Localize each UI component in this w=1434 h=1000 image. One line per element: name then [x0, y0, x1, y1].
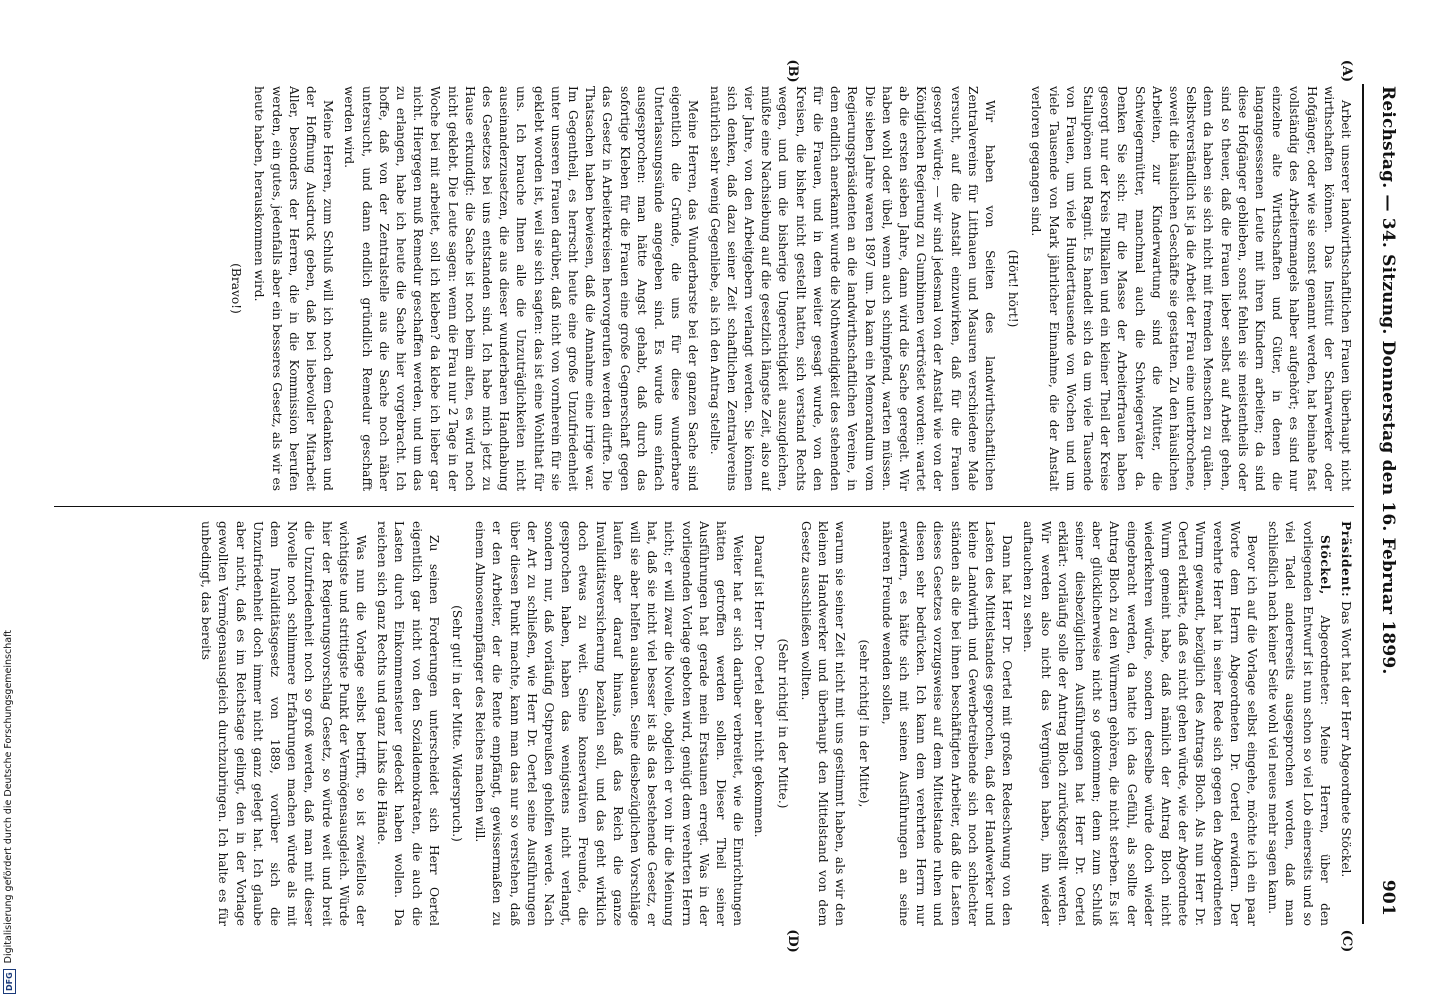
- paragraph: [250, 86, 336, 491]
- paragraph: [373, 521, 442, 926]
- paragraph: [797, 521, 849, 926]
- speaker-name: Stöckel,: [1317, 535, 1332, 595]
- paragraph-text: Das Wort hat der Herr Abgeordnete Stöckel.: [1339, 597, 1353, 878]
- paragraph-text: Wir haben von Seiten des landwirthschaftlichen Zentralvereins für Litthauen und Masuren verschiedene Male versucht, auf die Anstalt einzuwirken, daß für die Frauen gesorgt würde; — wir sind jedesmal von der Anstalt wie von der Königlichen Regierung zu Gumbinnen vertröstet worden: wartet ab die ersten sieben Jahre, dann wird die Sache geregelt. Wir haben wohl oder übel, wenn auch schimpfend, warten müssen. Die sieben Jahre waren 1897 um. Da kam ein Memorandum vom Regierungspräsidenten an die landwirthschaftlichen Vereine, in dem endlich anerkannt wurde die Nothwendigkeit des stehenden für die Frauen, und in dem weiter gesagt wurde, von den Kreisen, die bisher nicht gestellt hatten, sich verstand Rechts wegen, und um die bisherige Ungerechtigkeit auszugleichen, müßte eine Nachsiebung auf die gesetzlich längste Zeit, also auf vier Jahre, von den Arbeitgebern verlangt werden. Sie können sich denken, daß dazu seiner Zeit schaftlichen Zentralvereins natürlich sehr wenig Gegenliebe, als ich den Antrag stellte.: [707, 86, 997, 491]
- interjection: [448, 521, 465, 926]
- paragraph-text: Meine Herren, zum Schluß will ich noch dem Gedanken und der Hoffnung Ausdruck geben, daß bei liebevoller Mitarbeit Aller, besonders der Herren, die in die Kommission berufen werden, ein gutes, jedenfalls aber ein besseres Gesetz, als wir es heute haben, herauskommen wird.: [252, 86, 336, 491]
- running-header: [1366, 86, 1410, 916]
- margin-marker-c: (C): [1339, 929, 1354, 953]
- paragraph: [1019, 521, 1260, 926]
- right-column: [54, 521, 1354, 926]
- paragraph-text: Meine Herren, das Wunderbarste bei der ganzen Sache sind eigentlich die Gründe, die uns für diese wunderbare Unterlassungssünde angegeben sind. Es wurde uns einfach ausgesprochen: man hätte Angst gehabt, daß durch das sofortige Kleben für die Frauen eine große Gegnerschaft gegen das Gesetz in Arbeiterkreisen hervorgerufen werden dürfte. Die Thatsachen haben bewiesen, daß die Annahme eine irrige war. Im Gegentheil, es herrscht heute eine große Unzufriedenheit unter unseren Frauen darüber, daß nicht von vornherein für sie geklebt worden ist, weil sie sich sagten: das ist eine Wohlthat für uns. Ich brauche Ihnen alle die Unzuträglichkeiten nicht auseinanderzusetzen, die aus dieser wunderbaren Handhabung des Gesetzes bei uns entstanden sind. Ich habe mich jetzt zu Hause erkundigt: die Sache ist noch beim alten, es wird noch nicht geklebt. Die Leute sagen: wenn die Frau nur 2 Tage in der Woche bei mit arbeitet, soll ich kleben? da klebe ich lieber gar nicht. Hiergegen muß Remedur geschaffen werden, und um das zu erlangen, habe ich heute die Sache hier vorgebracht. Ich hoffe, daß von der Zentralstelle aus die Sache noch näher untersucht, und dann endlich gründlich Remedur geschafft werden wird.: [342, 86, 701, 491]
- margin-marker-b: (B): [785, 59, 800, 83]
- paragraph: [878, 521, 1016, 926]
- paragraph-text: Was nun die Vorlage selbst betrifft, so ist zweifellos der wichtigste und strittigste Punkt der Vermögensausgleich. Würde hier der Regierungsvorschlag Gesetz, so würde weit und breit die Unzufriedenheit noch so groß werden, daß man mit dieser Novelle noch schlimmere Erfahrungen machen würde als mit dem Invaliditätsgesetz von 1889, vorüber sich die Unzufriedenheit doch immer nicht ganz gelegt hat. Ich glaube aber nicht, daß es im Reichstage gelingt, den in der Vorlage gewollten Vermögensausgleich durchzubringen. Ich halte es für unbedingt, das bereits: [199, 521, 369, 926]
- page-number: 901: [1378, 879, 1398, 916]
- header-title: Reichstag. — 34. Sitzung. Donnerstag den 16. Februar 1899.: [1378, 86, 1398, 675]
- paragraph: [1264, 521, 1333, 926]
- interjection: [1004, 86, 1021, 491]
- paragraph: [1337, 521, 1354, 926]
- paragraph-text: Weiter hat er sich darüber verbreitet, wie die Einrichtungen hätten getroffen werden sollen. Dieser Theil seiner Ausführungen hat gerade mein Erstaunen erregt. Was in der vorliegenden Vorlage geboten wird, genügt dem verehrten Herrn nicht; er will zwar die Novelle, obgleich er von ihr die Meinung hat, daß sie nicht viel besser ist als das bestehende Gesetz, er will sie aber helfen ausbauen. Seine diesbezüglichen Vorschläge laufen aber darauf hinaus, daß das Reich die ganze Invaliditätsversicherung bezahlen soll, und das geht wirklich doch etwas zu weit. Seine konservativen Freunde, die gesprochen haben, haben das wenigstens nicht verlangt, sondern nur, daß vorläufig Ostpreußen geholfen werde. Nach der Art zu schließen, wie Herr Dr. Oertel seine Ausführungen über diesen Punkt machte, kann man das nur so verstehen, daß er den Arbeiter, der die Rente empfängt, gewissermaßen zu einem Almosenempfänger des Reiches machen will.: [473, 521, 746, 926]
- dfg-logo: DFG: [3, 969, 16, 994]
- interjection: [227, 86, 244, 491]
- paragraph-text: Darauf ist Herr Dr. Oertel aber nicht gekommen.: [752, 535, 767, 838]
- paragraph: [197, 521, 369, 926]
- paragraph-text: (Sehr gut! in der Mitte. Widerspruch.): [450, 605, 465, 842]
- paragraph-text: (Hört! hört!): [1006, 249, 1021, 328]
- header-rule: [1362, 84, 1364, 924]
- paragraph-text: (Bravo!): [229, 263, 244, 314]
- margin-marker-d: (D): [785, 929, 800, 953]
- footer-attribution: Digitalisierung gefördert durch die Deutsche Forschungsgemeinschaft: [3, 630, 14, 964]
- paragraph-text: Abgeordneter: Meine Herren, über den vorliegenden Entwurf ist nun schon so viel Lob einerseits und so viel Tadel andererseits ausgesprochen worden, daß man schließlich nach keiner Seite wohl viel neues mehr sagen kann.: [1266, 521, 1332, 926]
- paragraph: [1027, 86, 1354, 491]
- paragraph: [340, 86, 701, 491]
- paragraph-text: Dann hat Herr Dr. Oertel mit großen Redeschwung von den Lasten des Mittelstandes gesprochen, daß der Handwerker und kleine Landwirth und Gewerbetreibende sich noch schlechter ständen als die bei ihnen beschäftigten Arbeiter, daß die Lasten dieses Gesetzes vorzugsweise auf dem Mittelstande ruhen und diesen sehr bedrücken. Ich kann dem verehrten Herrn nur erwidern, es hätte sich mit seinen Ausführungen an seine näheren Freunde wenden sollen,: [879, 521, 1015, 926]
- left-column: [54, 86, 1354, 491]
- column-divider: [54, 506, 1354, 507]
- paragraph-text: Zu seinen Forderungen unterscheidet sich Herr Oertel eigentlich gar nicht von den Sozialdemokraten, die auch die Lasten durch Einkommensteuer gedeckt haben wollen. Da reichen sich ganz Rechts und ganz Links die Hände.: [375, 521, 441, 926]
- interjection: [774, 521, 791, 926]
- page-content: [24, 16, 1410, 984]
- paragraph-text: (Sehr richtig! in der Mitte.): [775, 638, 790, 809]
- paragraph: [705, 86, 997, 491]
- text-columns: [34, 86, 1354, 926]
- speaker-name: Präsident:: [1339, 521, 1353, 598]
- paragraph: [471, 521, 746, 926]
- paragraph-text: Arbeit unserer landwirthschaftlichen Frauen überhaupt nicht wirthschaften können. Das Institut der Scharwerker oder Hofgänger, oder wie sie sonst genannt werden, hat beinahe fast vollständig des Arbeitermangels halber aufgehört; es sind nur einzelne alte Wirthschaften und Güter, in denen die langangesessenen Leute mit ihren Kindern arbeiten; da sind diese Hofgänger geblieben, sonst fehlen sie meistentheils oder sind so theuer, daß die Frauen lieber selbst auf Arbeit gehen, denn da haben sie sich nicht mit fremden Menschen zu quälen. Selbstverständlich ist ja die Arbeit der Frau eine unterbrochene, soweit die häuslichen Geschäfte sie gestatten. Zu den häuslichen Arbeiten, zur Kinderwartung sind die Mütter, die Schwiegermütter, manchmal auch die Schwiegerväter da. Denken Sie sich: für die Masse der Arbeiterfrauen haben gesorgt nur der Kreis Pillkallen und ein kleiner Theil der Kreise Stallupönen und Ragnit. Es handelt sich da um viele Tausende von Frauen, um viele Hunderttausende von Wochen und um viele Tausende von Mark jährlicher Einnahme, die der Anstalt verloren gegangen sind.: [1029, 86, 1353, 491]
- paragraph-text: Bevor ich auf die Vorlage selbst eingehe, möchte ich ein paar Worte dem Herrn Abgeordneten Dr. Oertel erwidern. Der verehrte Herr hat in seiner Rede sich gegen den Abgeordneten Wurm gewandt, bezüglich des Antrags Bloch. Als nun Herr Dr. Oertel erklärte, daß es nicht gehen würde, wie der Abgeordnete Wurm gemeint habe, daß nämlich der Antrag Bloch nicht wiederkehren würde, sondern derselbe würde doch wieder eingebracht werden, da hatte ich das Gefühl, als sollte der Antrag Bloch zu den Würmern gehören, die nicht sterben. Es ist aber glücklicherweise nicht so gekommen; denn zum Schluß seiner diesbezüglichen Ausführungen hat Herr Dr. Oertel erklärt: vorläufig solle der Antrag Bloch zurückgestellt werden. Wir werden also nicht das Vergnügen haben, ihn wieder auftauchen zu sehen.: [1021, 521, 1259, 926]
- interjection: [854, 521, 871, 926]
- paragraph: [750, 521, 767, 926]
- digitization-footer: [2, 0, 16, 994]
- paragraph-text: warum sie seiner Zeit nicht mit uns gestimmt haben, als wir den kleinen Handwerker und überhaupt den Mittelstand von dem Gesetz ausschließen wollten.: [798, 521, 848, 926]
- paragraph-text: (sehr richtig! in der Mitte),: [856, 639, 871, 808]
- margin-marker-a: (A): [1339, 59, 1354, 83]
